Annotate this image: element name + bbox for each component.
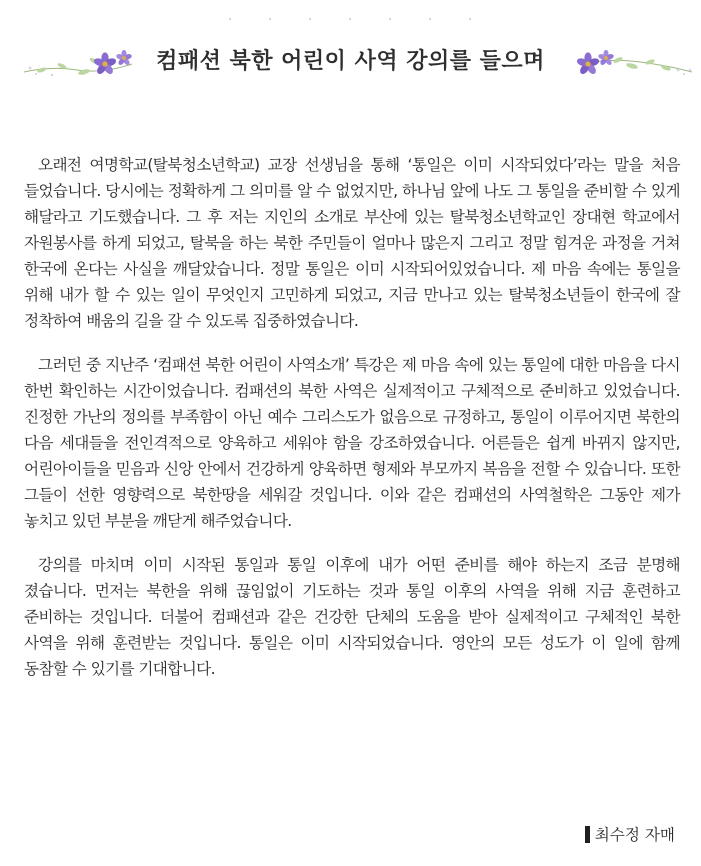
signature-bar-icon bbox=[585, 826, 590, 843]
page-title: 컴패션 북한 어린이 사역 강의를 들으며 bbox=[156, 49, 545, 74]
page-header bbox=[0, 0, 701, 110]
flower-vine-right-icon bbox=[570, 40, 695, 82]
author-signature bbox=[585, 823, 675, 845]
paragraph-1: 오래전 여명학교(탈북청소년학교) 교장 선생님을 통해 ‘통일은 이미 시작되었다’라는 말을 처음 들었습니다. 당시에는 정확하게 그 의미를 알 수 없었지만, 하나님 앞에 나도 그 통일을 준비할 수 있게 해달라고 기도했습니다. 그 후 저는 지인의 소개로 부산에 있는 탈북청소년학교인 장대현 학교에서 자원봉사를 하게 되었고, 탈북을 하는 북한 주민들이 얼마나 많은지 그리고 정말 힘겨운 과정을 거쳐 한국에 온다는 사실을 깨달았습니다. 정말 통일은 이미 시작되어있었습니다. 제 마음 속에는 통일을 위해 내가 할 수 있는 일이 무엇인지 고민하게 되었고, 지금 만나고 있는 탈북청소년들이 한국에 잘 정착하여 배움의 길을 갈 수 있도록 집중하였습니다. bbox=[24, 156, 680, 330]
paragraph-2: 그러던 중 지난주 ‘컴패션 북한 어린이 사역소개’ 특강은 제 마음 속에 있는 통일에 대한 마음을 다시 한번 확인하는 시간이었습니다. 컴패션의 북한 사역은 실제적이고 구체적으로 준비하고 있었습니다. 진정한 가난의 정의를 부족함이 아닌 예수 그리스도가 없음으로 규정하고, 통일이 이루어지면 북한의 다음 세대들을 전인격적으로 양육하고 세워야 함을 강조하였습니다. 어른들은 쉽게 바뀌지 않지만, 어린아이들을 믿음과 신앙 안에서 건강하게 양육하면 형제와 부모까지 복음을 전할 수 있습니다. 또한 그들이 선한 영향력으로 북한땅을 세워갈 것입니다. 이와 같은 컴패션의 사역철학은 그동안 제가 놓치고 있던 부분을 깨닫게 해주었습니다. bbox=[24, 356, 680, 530]
author-name: 최수정 자매 bbox=[594, 826, 675, 844]
paragraph-3: 강의를 마치며 이미 시작된 통일과 통일 이후에 내가 어떤 준비를 해야 하는지 조금 분명해 졌습니다. 먼저는 북한을 위해 끊임없이 기도하는 것과 통일 이후의 사역을 위해 지금 훈련하고 준비하는 것입니다. 더불어 컴패션과 같은 건강한 단체의 도움을 받아 실제적이고 구체적인 북한 사역을 위해 훈련받는 것입니다. 통일은 이미 시작되었습니다. 영안의 모든 성도가 이 일에 함께 동참할 수 있기를 기대합니다. bbox=[24, 556, 680, 678]
decorative-dots bbox=[200, 14, 500, 24]
article-body bbox=[24, 152, 680, 702]
